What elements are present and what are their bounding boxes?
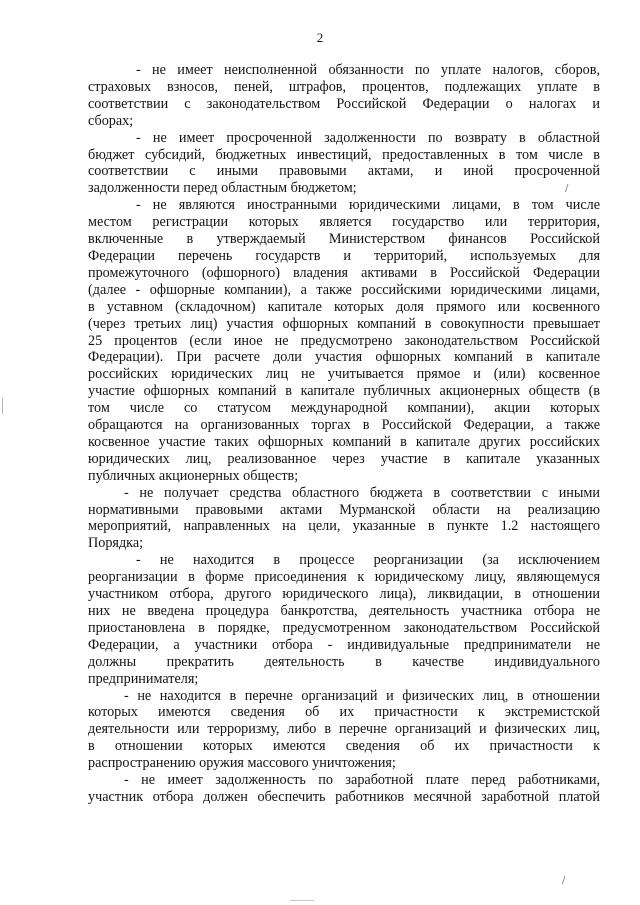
- text-line: участник отбора должен обеспечить работников месячной заработной платой: [88, 788, 600, 805]
- text-line: которых имеются сведения об их причастности к экстремистской: [88, 704, 600, 721]
- page-number: 2: [316, 30, 324, 45]
- text-line: юридических лиц, реализованное через участие в капитале указанных: [88, 450, 600, 467]
- text-line: том числе со статусом международной компании), акции которых: [88, 400, 600, 417]
- text-line: в отношении которых имеются сведения об их причастности к: [88, 738, 600, 755]
- text-line: деятельности или терроризму, либо в перечне организаций и физических лиц,: [88, 721, 600, 738]
- paragraph-budget-debt: [88, 130, 600, 198]
- text-line: них не введена процедура банкротства, деятельность участника отбора не: [88, 603, 600, 619]
- margin-mark: /: [565, 183, 569, 194]
- text-line: (через третьих лиц) участия офшорных компаний в совокупности превышает: [88, 315, 600, 332]
- text-line: бюджет субсидий, бюджетных инвестиций, предоставленных в том числе в: [88, 146, 600, 163]
- text-line: сборах;: [88, 112, 134, 129]
- text-line: приостановлена в порядке, предусмотренном законодательством Российской: [88, 619, 600, 636]
- text-line: публичных акционерных обществ;: [88, 467, 299, 484]
- scan-artifact-line: [2, 398, 3, 414]
- text-line: реорганизации в форме присоединения к юридическому лицу, являющемуся: [88, 569, 600, 586]
- paragraph-reorganization: [88, 552, 600, 687]
- text-line: косвенное участие таких офшорных компаний в капитале других российских: [88, 433, 600, 450]
- text-line: (далее - офшорные компании), а также российскими юридическими лицами,: [88, 281, 600, 298]
- text-line: мероприятий, направленных на цели, указанные в пункте 1.2 настоящего: [88, 518, 600, 535]
- text-line: Федерации перечень государств и территорий, используемых для: [88, 247, 600, 264]
- margin-mark: /: [562, 875, 566, 886]
- paragraph-regional-budget: [88, 485, 600, 553]
- text-line: Федерации, а участники отбора - индивидуальные предприниматели не: [88, 636, 600, 653]
- text-line: - не имеет просроченной задолженности по возврату в областной: [136, 129, 600, 146]
- text-line: промежуточного (офшорного) владения активами в Российской Федерации: [88, 264, 600, 281]
- text-line: - не получает средства областного бюджета в соответствии с иными: [124, 484, 600, 501]
- scan-artifact-line: [290, 900, 314, 901]
- text-line: - не имеет неисполненной обязанности по уплате налогов, сборов,: [136, 62, 600, 78]
- text-line: распространению оружия массового уничтожения;: [88, 755, 396, 772]
- text-line: - не находится в перечне организаций и физических лиц, в отношении: [124, 687, 600, 704]
- text-line: Порядка;: [88, 535, 144, 552]
- paragraph-tax-obligations: [88, 62, 600, 130]
- text-line: участие офшорных компаний в капитале публичных акционерных обществ (в: [88, 383, 600, 400]
- paragraph-wage-arrears: [88, 772, 600, 806]
- text-line: - не находится в процессе реорганизации (за исключением: [136, 552, 600, 569]
- text-line: - не являются иностранными юридическими лицами, в том числе: [136, 197, 600, 214]
- text-line: - не имеет задолженность по заработной плате перед работниками,: [124, 772, 600, 789]
- text-line: включенные в утверждаемый Министерством финансов Российской: [88, 231, 600, 248]
- document-body: [88, 62, 600, 806]
- paragraph-offshore: [88, 197, 600, 484]
- text-line: Федерации). При расчете доли участия офшорных компаний в капитале: [88, 349, 600, 366]
- text-line: обращаются на организованных торгах в Российской Федерации, а также: [88, 417, 600, 434]
- text-line: соответствии с иными правовыми актами, и иной просроченной: [88, 163, 600, 180]
- text-line: задолженности перед областным бюджетом;: [88, 180, 357, 197]
- text-line: 25 процентов (если иное не предусмотрено законодательством Российской: [88, 332, 600, 349]
- text-line: в уставном (складочном) капитале которых доля прямого или косвенного: [88, 298, 600, 315]
- text-line: нормативными правовыми актами Мурманской области на реализацию: [88, 501, 600, 518]
- text-line: страховых взносов, пеней, штрафов, процентов, подлежащих уплате в: [88, 78, 600, 95]
- paragraph-extremism-list: [88, 688, 600, 773]
- text-line: российских юридических лиц не учитывается прямое и (или) косвенное: [88, 366, 600, 383]
- text-line: должны прекратить деятельность в качестве индивидуального: [88, 653, 600, 670]
- text-line: участником отбора, другого юридического лица), ликвидации, в отношении: [88, 586, 600, 603]
- text-line: местом регистрации которых является государство или территория,: [88, 214, 600, 231]
- text-line: предпринимателя;: [88, 670, 199, 687]
- text-line: соответствии с законодательством Российской Федерации о налогах и: [88, 95, 600, 112]
